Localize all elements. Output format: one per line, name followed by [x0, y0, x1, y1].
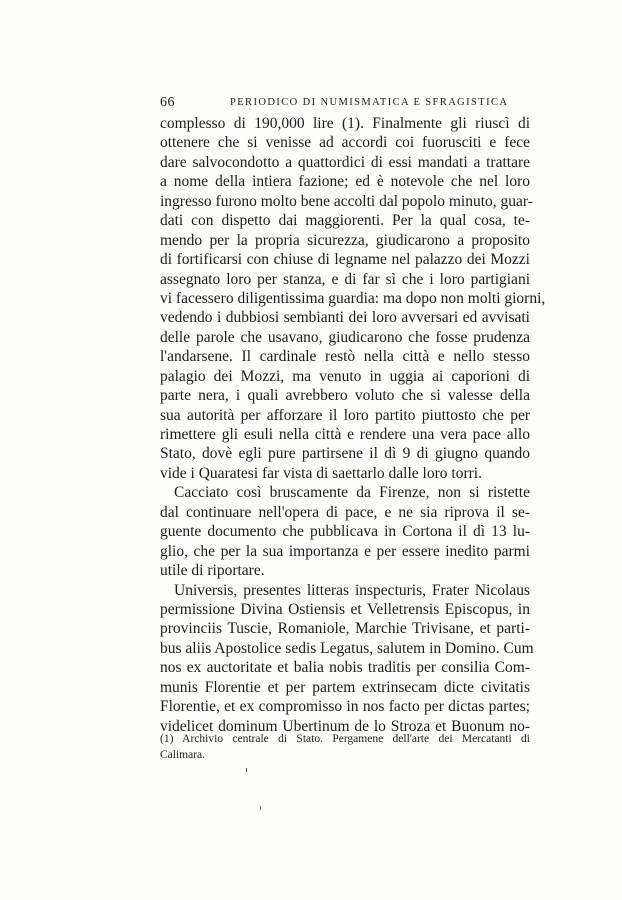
text-line: assegnato loro per stanza, e di far sì che i loro partigiani — [160, 270, 530, 288]
text-line: a nome della intiera fazione; ed è notevole che nel loro — [160, 173, 530, 191]
text-line: provinciis Tuscie, Romaniole, Marchie Trivisane, et parti- — [160, 620, 530, 638]
text-line: Cacciato così bruscamente da Firenze, non si ristette — [174, 484, 530, 502]
footnote-line: (1) Archivio centrale di Stato. Pergamene dell'arte dei Mercatanti di — [160, 733, 530, 745]
paper-speck — [260, 806, 261, 810]
text-line: dal continuare nell'opera di pace, e ne sia riprova il se- — [160, 503, 530, 521]
text-line: dati con dispetto dai maggiorenti. Per la qual cosa, te- — [160, 212, 530, 230]
text-line: palagio dei Mozzi, ma venuto in uggia ai caporioni di — [160, 367, 530, 385]
text-line: bus aliis Apostolice sedis Legatus, salutem in Domino. Cum — [160, 639, 534, 657]
page-header — [160, 95, 530, 113]
running-title: PERIODICO DI NUMISMATICA E SFRAGISTICA — [230, 97, 509, 108]
text-line: delle parole che usavano, giudicarono che fosse prudenza — [160, 328, 530, 346]
text-line: Florentie, et ex compromisso in nos facto per dictas partes; — [160, 698, 530, 716]
text-line: Stato, dovè egli pure partirsene il dì 9 di giugno quando — [160, 445, 530, 463]
text-line: l'andarsene. Il cardinale restò nella città e nello stesso — [160, 348, 530, 366]
text-line: Universis, presentes litteras inspecturis, Frater Nicolaus — [174, 581, 530, 599]
page-number: 66 — [160, 95, 175, 110]
text-line: vide i Quaratesi far vista di saettarlo dalle loro torri. — [160, 464, 482, 482]
text-line: glio, che per la sua importanza e per essere inedito parmi — [160, 542, 530, 560]
text-line: complesso di 190,000 lire (1). Finalmente gli riuscì di — [160, 115, 530, 132]
text-line: di fortificarsi con chiuse di legname nel palazzo dei Mozzi — [160, 251, 530, 269]
footnote — [160, 731, 530, 763]
text-line: permissione Divina Ostiensis et Velletrensis Episcopus, in — [160, 600, 530, 618]
text-line: parte nera, i quali avrebbero voluto che si valesse della — [160, 387, 530, 405]
text-line: ottenere che si venisse ad accordi coi fuorusciti e fece — [160, 134, 530, 152]
text-line: nos ex auctoritate et balia nobis traditis per consilia Com- — [160, 659, 530, 677]
text-line: sua autorità per afforzare il loro partito piuttosto che per — [160, 406, 530, 424]
text-line: videlicet dominum Ubertinum de lo Stroza et Buonum no- — [160, 717, 530, 735]
footnote-line: Calimara. — [160, 749, 206, 761]
text-line: utile di riportare. — [160, 562, 265, 580]
body-text — [160, 114, 546, 736]
text-line: dare salvocondotto a quattordici di essi mandati a trattare — [160, 153, 530, 171]
text-line: vi facessero diligentissima guardia: ma dopo non molti giorni, — [160, 289, 546, 307]
text-line: ingresso furono molto bene accolti dal popolo minuto, guar- — [160, 192, 533, 210]
text-line: mendo per la propria sicurezza, giudicarono a proposito — [160, 231, 530, 249]
text-line: rimettere gli esuli nella città e rendere una vera pace allo — [160, 426, 530, 443]
text-line: vedendo i dubbiosi sembianti dei loro avversari ed avvisati — [160, 309, 530, 327]
text-line: guente documento che pubblicava in Cortona il dì 13 lu- — [160, 523, 530, 541]
text-line: munis Florentie et per partem extrinsecam dicte civitatis — [160, 678, 530, 696]
paper-speck — [246, 768, 247, 772]
